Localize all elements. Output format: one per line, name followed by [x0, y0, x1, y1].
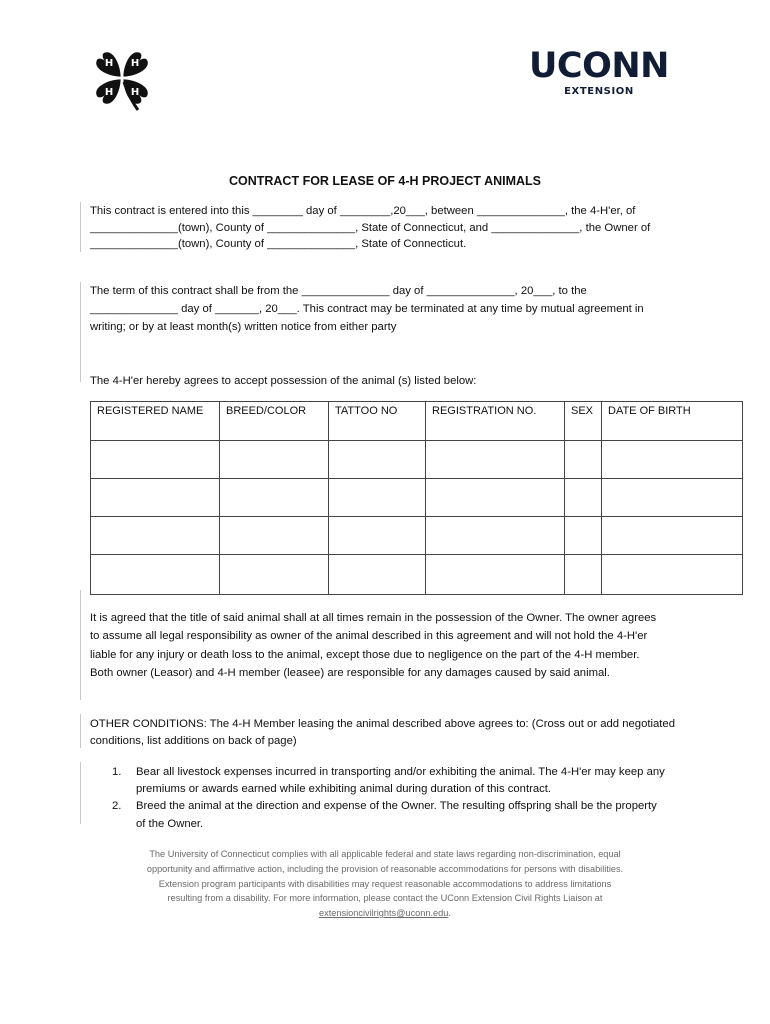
extension-wordmark: EXTENSION — [564, 86, 634, 97]
table-cell[interactable] — [91, 479, 220, 517]
table-cell[interactable] — [602, 517, 743, 555]
table-row — [91, 441, 743, 479]
document-title: CONTRACT FOR LEASE OF 4-H PROJECT ANIMALS — [228, 174, 542, 188]
col-registration-no: REGISTRATION NO. — [426, 402, 565, 441]
list-line: premiums or awards earned while exhibiting animal during duration of this contract. — [136, 782, 552, 795]
term-line: writing; or by at least month(s) written notice from either party — [90, 321, 397, 333]
term-line: ______________ day of _______, 20___. This contract may be terminated at any time by mutual agreement in — [90, 303, 644, 315]
list-number: 1. — [112, 766, 122, 778]
table-cell[interactable] — [220, 479, 329, 517]
title-line: Both owner (Leasor) and 4-H member (leasee) are responsible for any damages caused by said animal. — [90, 666, 610, 679]
table-cell[interactable] — [565, 555, 602, 595]
table-cell[interactable] — [565, 441, 602, 479]
table-cell[interactable] — [220, 441, 329, 479]
uconn-extension-logo — [521, 48, 677, 97]
4h-clover-logo — [86, 42, 158, 114]
intro-line: ______________(town), County of ______________, State of Connecticut, and ______________, the Owner of — [90, 221, 651, 234]
margin-bar — [80, 282, 81, 382]
term-line: The term of this contract shall be from the ______________ day of ______________, 20___, to the — [90, 285, 587, 297]
table-header-row — [91, 402, 743, 441]
margin-bar — [80, 202, 81, 252]
table-cell[interactable] — [565, 479, 602, 517]
list-line: Bear all livestock expenses incurred in transporting and/or exhibiting the animal. The 4-H'er may keep any — [136, 766, 665, 778]
footer-line: The University of Connecticut complies with all applicable federal and state laws regarding non-discrimination, equal — [149, 849, 621, 859]
table-cell[interactable] — [91, 555, 220, 595]
table-cell[interactable] — [602, 479, 743, 517]
col-date-of-birth: DATE OF BIRTH — [602, 402, 743, 441]
table-cell[interactable] — [220, 517, 329, 555]
list-line: of the Owner. — [136, 818, 204, 830]
table-cell[interactable] — [91, 441, 220, 479]
conditions-list — [108, 764, 688, 833]
table-cell[interactable] — [91, 517, 220, 555]
table-cell[interactable] — [565, 517, 602, 555]
table-cell[interactable] — [329, 517, 426, 555]
intro-line: ______________(town), County of ______________, State of Connecticut. — [90, 238, 467, 250]
conditions-line: OTHER CONDITIONS: The 4-H Member leasing the animal described above agrees to: (Cross out or add negotiated — [90, 718, 675, 730]
title-line: liable for any injury or death loss to the animal, except those due to negligence on the part of the 4-H member. — [90, 648, 640, 661]
title-line: to assume all legal responsibility as owner of the animal described in this agreement and will not hold the 4-H'er — [90, 630, 648, 643]
term-paragraph — [90, 282, 680, 336]
svg-text:H: H — [130, 87, 140, 98]
table-row — [91, 517, 743, 555]
list-item — [108, 764, 688, 797]
table-cell[interactable] — [602, 441, 743, 479]
footer-line: resulting from a disability. For more information, please contact the UConn Extension Civil Rights Liaison at — [167, 893, 603, 904]
table-cell[interactable] — [329, 555, 426, 595]
table-cell[interactable] — [329, 441, 426, 479]
table-cell[interactable] — [602, 555, 743, 595]
table-cell[interactable] — [426, 441, 565, 479]
svg-text:H: H — [104, 87, 114, 98]
col-breed-color: BREED/COLOR — [220, 402, 329, 441]
conditions-line: conditions, list additions on back of page) — [90, 734, 297, 747]
svg-text:H: H — [130, 58, 140, 69]
footer-period: . — [448, 908, 451, 919]
col-registered-name: REGISTERED NAME — [91, 402, 220, 441]
table-cell[interactable] — [329, 479, 426, 517]
list-number: 2. — [112, 800, 122, 812]
table-cell[interactable] — [426, 479, 565, 517]
col-sex: SEX — [565, 402, 602, 441]
footer-line: Extension program participants with disabilities may request reasonable accommodations to address limitations — [158, 878, 612, 889]
margin-bar — [80, 590, 81, 700]
table-cell[interactable] — [426, 555, 565, 595]
agree-line: The 4-H'er hereby agrees to accept possession of the animal (s) listed below: — [90, 375, 477, 387]
col-tattoo-no: TATTOO NO — [329, 402, 426, 441]
footer-line: opportunity and affirmative action, including the provision of reasonable accommodations for persons with disabilities. — [146, 863, 624, 874]
table-cell[interactable] — [220, 555, 329, 595]
table-cell[interactable] — [426, 517, 565, 555]
title-line: It is agreed that the title of said animal shall at all times remain in the possession of the Owner. The owner agrees — [90, 612, 657, 624]
conditions-paragraph — [90, 716, 680, 749]
svg-text:H: H — [104, 58, 114, 69]
list-line: Breed the animal at the direction and expense of the Owner. The resulting offspring shall be the property — [136, 800, 657, 812]
uconn-wordmark: UCONN — [529, 46, 669, 86]
nondiscrimination-footer — [110, 847, 660, 921]
intro-line: This contract is entered into this ________ day of ________,20___, between ______________, the 4-H'er, of — [90, 205, 636, 217]
table-row — [91, 555, 743, 595]
intro-paragraph — [90, 203, 680, 253]
list-item — [108, 797, 688, 833]
margin-bar — [80, 714, 81, 748]
margin-bar — [80, 762, 81, 824]
table-row — [91, 479, 743, 517]
title-paragraph — [90, 609, 680, 682]
civil-rights-email-link[interactable]: extensioncivilrights@uconn.edu — [319, 908, 449, 919]
animals-table — [90, 401, 743, 595]
